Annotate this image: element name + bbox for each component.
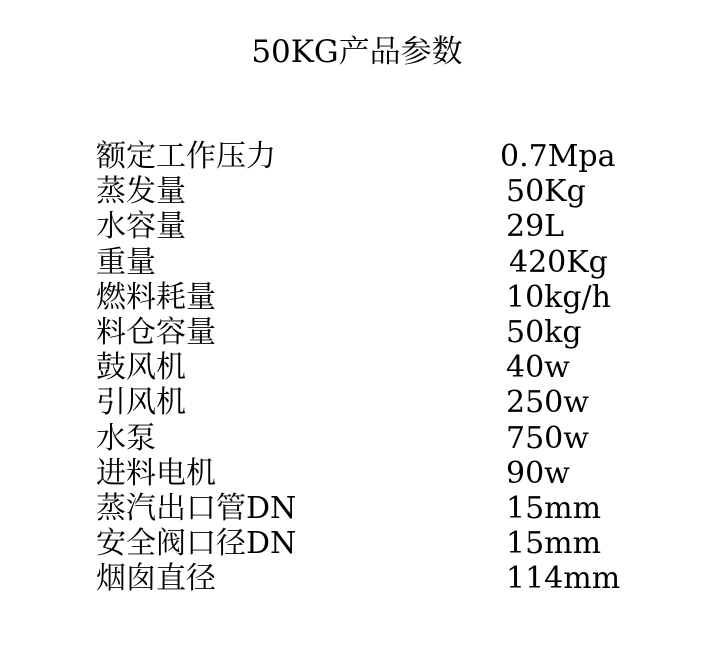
spec-row-rated-pressure	[96, 139, 696, 174]
spec-value: 10kg/h	[506, 279, 611, 315]
document-title: 50KG产品参数	[251, 34, 463, 70]
spec-row-feed-motor	[96, 456, 696, 491]
spec-label: 燃料耗量	[96, 279, 216, 315]
spec-label: 安全阀口径DN	[96, 526, 297, 562]
spec-label: 进料电机	[96, 455, 216, 491]
spec-label: 额定工作压力	[96, 139, 276, 174]
spec-row-induced-draft-fan	[96, 385, 696, 420]
spec-label: 鼓风机	[96, 350, 186, 386]
spec-label: 引风机	[96, 385, 186, 421]
spec-value: 50Kg	[506, 174, 586, 210]
spec-table	[96, 139, 696, 596]
spec-value: 40w	[506, 350, 570, 386]
spec-label: 蒸发量	[96, 174, 186, 210]
spec-value: 250w	[506, 385, 589, 421]
spec-value: 29L	[506, 209, 565, 245]
spec-label: 重量	[96, 244, 156, 280]
spec-value: 0.7Mpa	[500, 139, 616, 174]
spec-row-steam-outlet	[96, 491, 696, 526]
spec-row-water-capacity	[96, 209, 696, 244]
spec-value: 420Kg	[509, 244, 608, 280]
spec-label: 水泵	[96, 420, 156, 456]
spec-value: 114mm	[506, 561, 621, 597]
spec-label: 料仓容量	[96, 314, 216, 350]
spec-value: 750w	[506, 420, 589, 456]
spec-label: 水容量	[96, 209, 186, 245]
spec-row-hopper-capacity	[96, 315, 696, 350]
spec-row-weight	[96, 245, 696, 280]
spec-row-fuel-consumption	[96, 280, 696, 315]
spec-value: 90w	[506, 455, 570, 491]
spec-row-chimney-diameter	[96, 561, 696, 596]
spec-row-safety-valve	[96, 526, 696, 561]
spec-row-water-pump	[96, 421, 696, 456]
spec-value: 15mm	[506, 490, 602, 526]
spec-row-blower	[96, 350, 696, 385]
spec-value: 50kg	[506, 314, 582, 350]
spec-row-evaporation	[96, 174, 696, 209]
spec-value: 15mm	[506, 526, 602, 562]
spec-label: 烟囱直径	[96, 561, 216, 597]
spec-label: 蒸汽出口管DN	[96, 490, 297, 526]
